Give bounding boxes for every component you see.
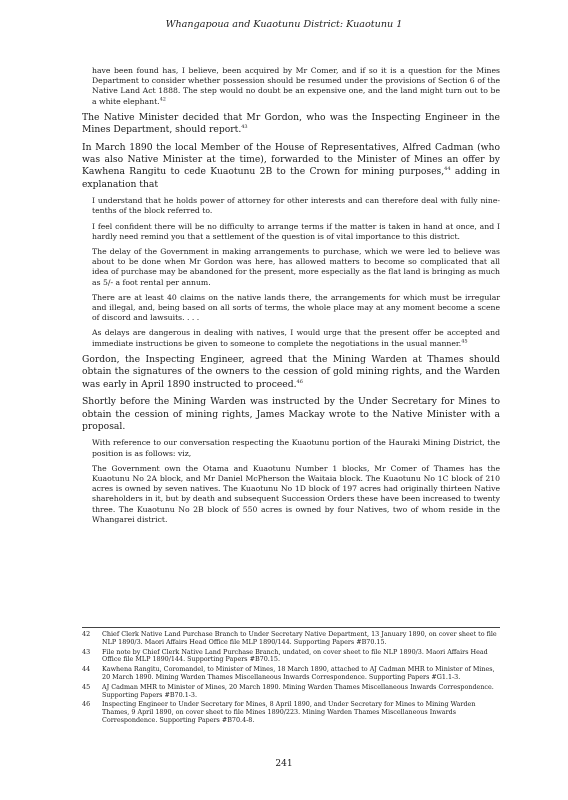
quote-paragraph: The Government own the Otama and Kuaotunu Number 1 blocks, Mr Comer of Thames has the Kuaotunu No 2A block, and Mr Daniel McPherson the Waitaia block. The Kuaotunu No 1C block of 210 acres is owned by seven natives. The Kuaotunu No 1D block of 197 acres had originally thirteen Native shareholders in it, but by death and subsequent Succession Orders these have been increased to twenty three. The Kuaotunu No 2B block of 550 acres is owned by four Natives, two of whom reside in the Whangarei district. — [92, 463, 500, 524]
footnote-text: Inspecting Engineer to Under Secretary for Mines, 8 April 1890, and Under Secretary for Mines to Mining Warden Thames, 9 April 1890, on cover sheet to file Mines 1890/223. Mining Warden Thames Miscellaneous Inwards Correspondence. Supporting Papers #B70.4-8. — [102, 700, 476, 724]
footnote-text: File note by Chief Clerk Native Land Purchase Branch, undated, on cover sheet to file NLP 1890/3. Maori Affairs Head Office file MLP 1890/144. Supporting Papers #B70.15. — [102, 647, 488, 664]
body-paragraph: Shortly before the Mining Warden was instructed by the Under Secretary for Mines to obtain the cession of mining rights, James Mackay wrote to the Native Minister with a proposal. — [82, 396, 500, 432]
quote-paragraph: As delays are dangerous in dealing with natives, I would urge that the present offer be accepted and immediate instructions be given to someone to complete the negotiations in the usual manner.$^{45}$ — [92, 328, 500, 348]
page-number: 241 — [275, 759, 293, 769]
footnote-number: 42 — [82, 630, 91, 638]
footnote — [82, 701, 500, 724]
footnote-ref[interactable]: 42 — [159, 96, 166, 103]
footnote-text: Chief Clerk Native Land Purchase Branch to Under Secretary Native Department, 13 January 1890, on cover sheet to file NLP 1890/3. Maori Affairs Head Office file MLP 1890/144. Supporting Papers #B70.15. — [102, 630, 497, 646]
footnote-number: 43 — [82, 647, 91, 656]
footnote — [82, 666, 500, 682]
footnote-ref[interactable]: 45 — [461, 338, 468, 345]
footnote — [82, 631, 500, 647]
body-text — [82, 66, 500, 530]
footnote-ref[interactable]: 46 — [296, 378, 303, 385]
footnote-ref[interactable]: 43 — [241, 124, 248, 131]
footnote-number: 46 — [82, 700, 91, 709]
body-paragraph: Gordon, the Inspecting Engineer, agreed that the Mining Warden at Thames should obtain the signatures of the owners to the cession of gold mining rights, and the Warden was early in April 1890 instructed to proceed.$^{46}$ — [82, 353, 500, 390]
footnote-ref[interactable]: 44 — [444, 166, 451, 173]
footnotes-section — [82, 627, 500, 727]
footnote-text: Kawhena Rangitu, Coromandel, to Minister of Mines, 18 March 1890, attached to AJ Cadman MHR to Minister of Mines, 20 March 1890. Mining Warden Thames Miscellaneous Inwards Correspondence. Supporting Papers #G1.1-3. — [102, 665, 495, 681]
quote-paragraph: With reference to our conversation respecting the Kuaotunu portion of the Hauraki Mining District, the position is as follows: viz, — [92, 438, 500, 458]
footnote-text: AJ Cadman MHR to Minister of Mines, 20 March 1890. Mining Warden Thames Miscellaneous Inwards Correspondence. Supporting Papers #B70.1-3. — [102, 682, 494, 699]
quote-paragraph: The delay of the Government in making arrangements to purchase, which we were led to believe was about to be done when Mr Gordon was here, has allowed matters to become so complicated that all idea of purchase may be abandoned for the present, more especially as the flat land is bringing as much as 5/- a foot rental per annum. — [92, 247, 500, 287]
body-paragraph: The Native Minister decided that Mr Gordon, who was the Inspecting Engineer in the Mines Department, should report.$^{43}$ — [82, 111, 500, 136]
footnote — [82, 684, 500, 700]
footnote-number: 45 — [82, 682, 91, 691]
footnote-number: 44 — [82, 665, 91, 674]
quote-paragraph: I feel confident there will be no difficulty to arrange terms if the matter is taken in hand at once, and I hardly need remind you that a settlement of the question is of vital importance to this district. — [92, 221, 500, 241]
quote-paragraph: There are at least 40 claims on the native lands there, the arrangements for which must be irregular and illegal, and, being based on all sorts of terms, the whole place may at any moment become a scene of discord and lawsuits. . . . — [92, 292, 500, 323]
footnote — [82, 649, 500, 665]
quote-paragraph: have been found has, I believe, been acquired by Mr Comer, and if so it is a question for the Mines Department to consider whether possession should be resumed under the provisions of Section 6 of the Native Land Act 1888. The step would no doubt be an expensive one, and the land might turn out to be a white elephant.$^{42}$ — [92, 66, 500, 106]
running-head: Whangapoua and Kuaotunu District: Kuaotunu 1 — [165, 19, 403, 30]
body-paragraph: In March 1890 the local Member of the House of Representatives, Alfred Cadman (who was also Native Minister at the time), forwarded to the Minister of Mines an offer by Kawhena Rangitu to cede Kuaotunu 2B to the Crown for mining purposes,$^{44}$ adding in explanation that — [82, 141, 500, 190]
quote-paragraph: I understand that he holds power of attorney for other interests and can therefore deal with fully nine-tenths of the block referred to. — [92, 196, 500, 216]
